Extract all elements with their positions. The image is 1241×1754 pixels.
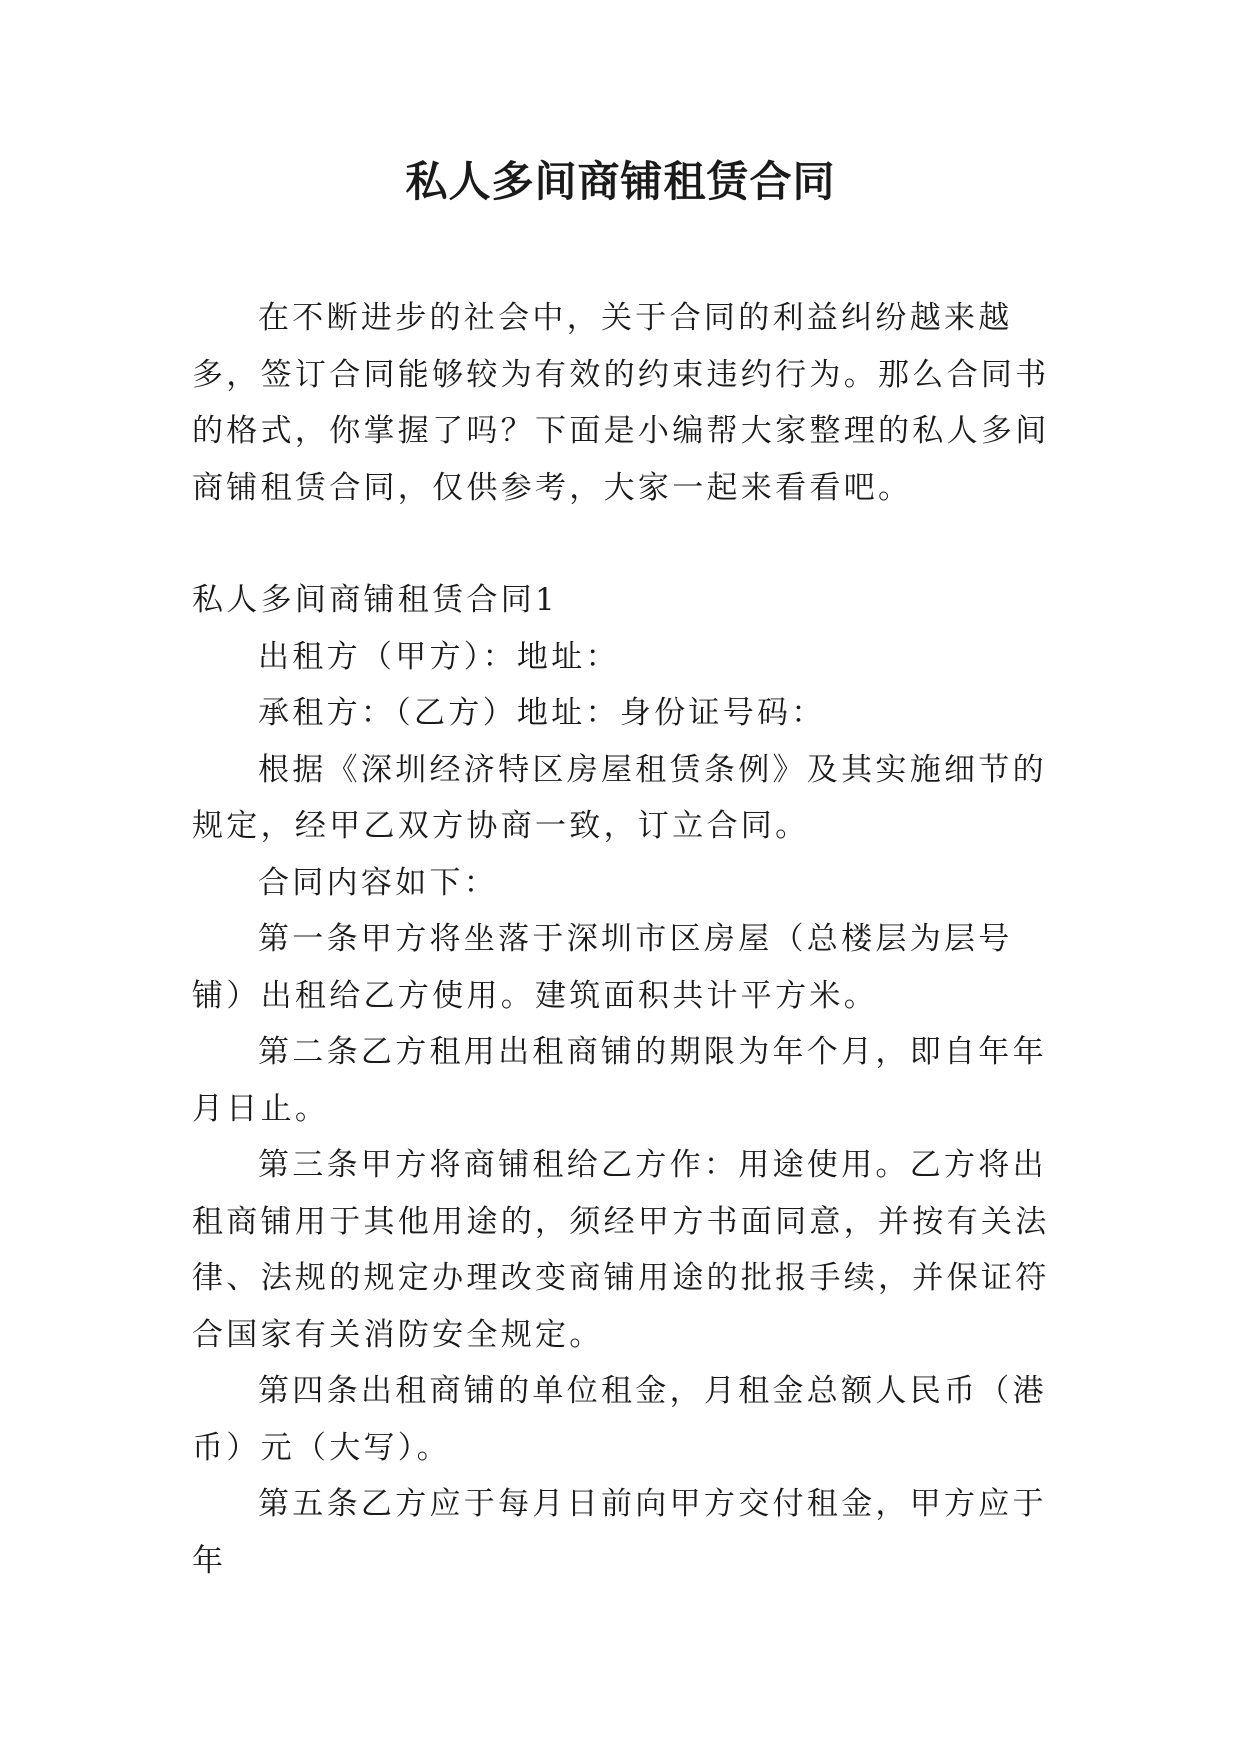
basis-paragraph: 根据《深圳经济特区房屋租赁条例》及其实施细节的规定，经甲乙双方协商一致，订立合同。 bbox=[192, 751, 1047, 844]
article-1: 第一条甲方将坐落于深圳市区房屋（总楼层为层号铺）出租给乙方使用。建筑面积共计平方米。 bbox=[192, 921, 1013, 1014]
article-4: 第四条出租商铺的单位租金，月租金总额人民币（港币）元（大写）。 bbox=[192, 1373, 1047, 1466]
article-5: 第五条乙方应于每月日前向甲方交付租金，甲方应于年 bbox=[192, 1486, 1047, 1579]
article-2: 第二条乙方租用出租商铺的期限为年个月，即自年年月日止。 bbox=[192, 1034, 1047, 1127]
lessee-line: 承租方：（乙方）地址：身份证号码： bbox=[258, 695, 826, 731]
contents-intro: 合同内容如下： bbox=[258, 864, 499, 901]
intro-paragraph: 在不断进步的社会中，关于合同的利益纠纷越来越多，签订合同能够较为有效的约束违约行为。那么合同书的格式，你掌握了吗？下面是小编帮大家整理的私人多间商铺租赁合同，仅供参考，大家一起来看看吧。 bbox=[192, 300, 1050, 506]
article-3: 第三条甲方将商铺租给乙方作：用途使用。乙方将出租商铺用于其他用途的，须经甲方书面同意，并按有关法律、法规的规定办理改变商铺用途的批报手续，并保证符合国家有关消防安全规定。 bbox=[192, 1147, 1050, 1353]
section-heading: 私人多间商铺租赁合同1 bbox=[192, 582, 559, 618]
lessor-line: 出租方（甲方）：地址： bbox=[258, 638, 620, 675]
document-body bbox=[192, 290, 1054, 1589]
document-title: 私人多间商铺租赁合同 bbox=[405, 157, 836, 206]
